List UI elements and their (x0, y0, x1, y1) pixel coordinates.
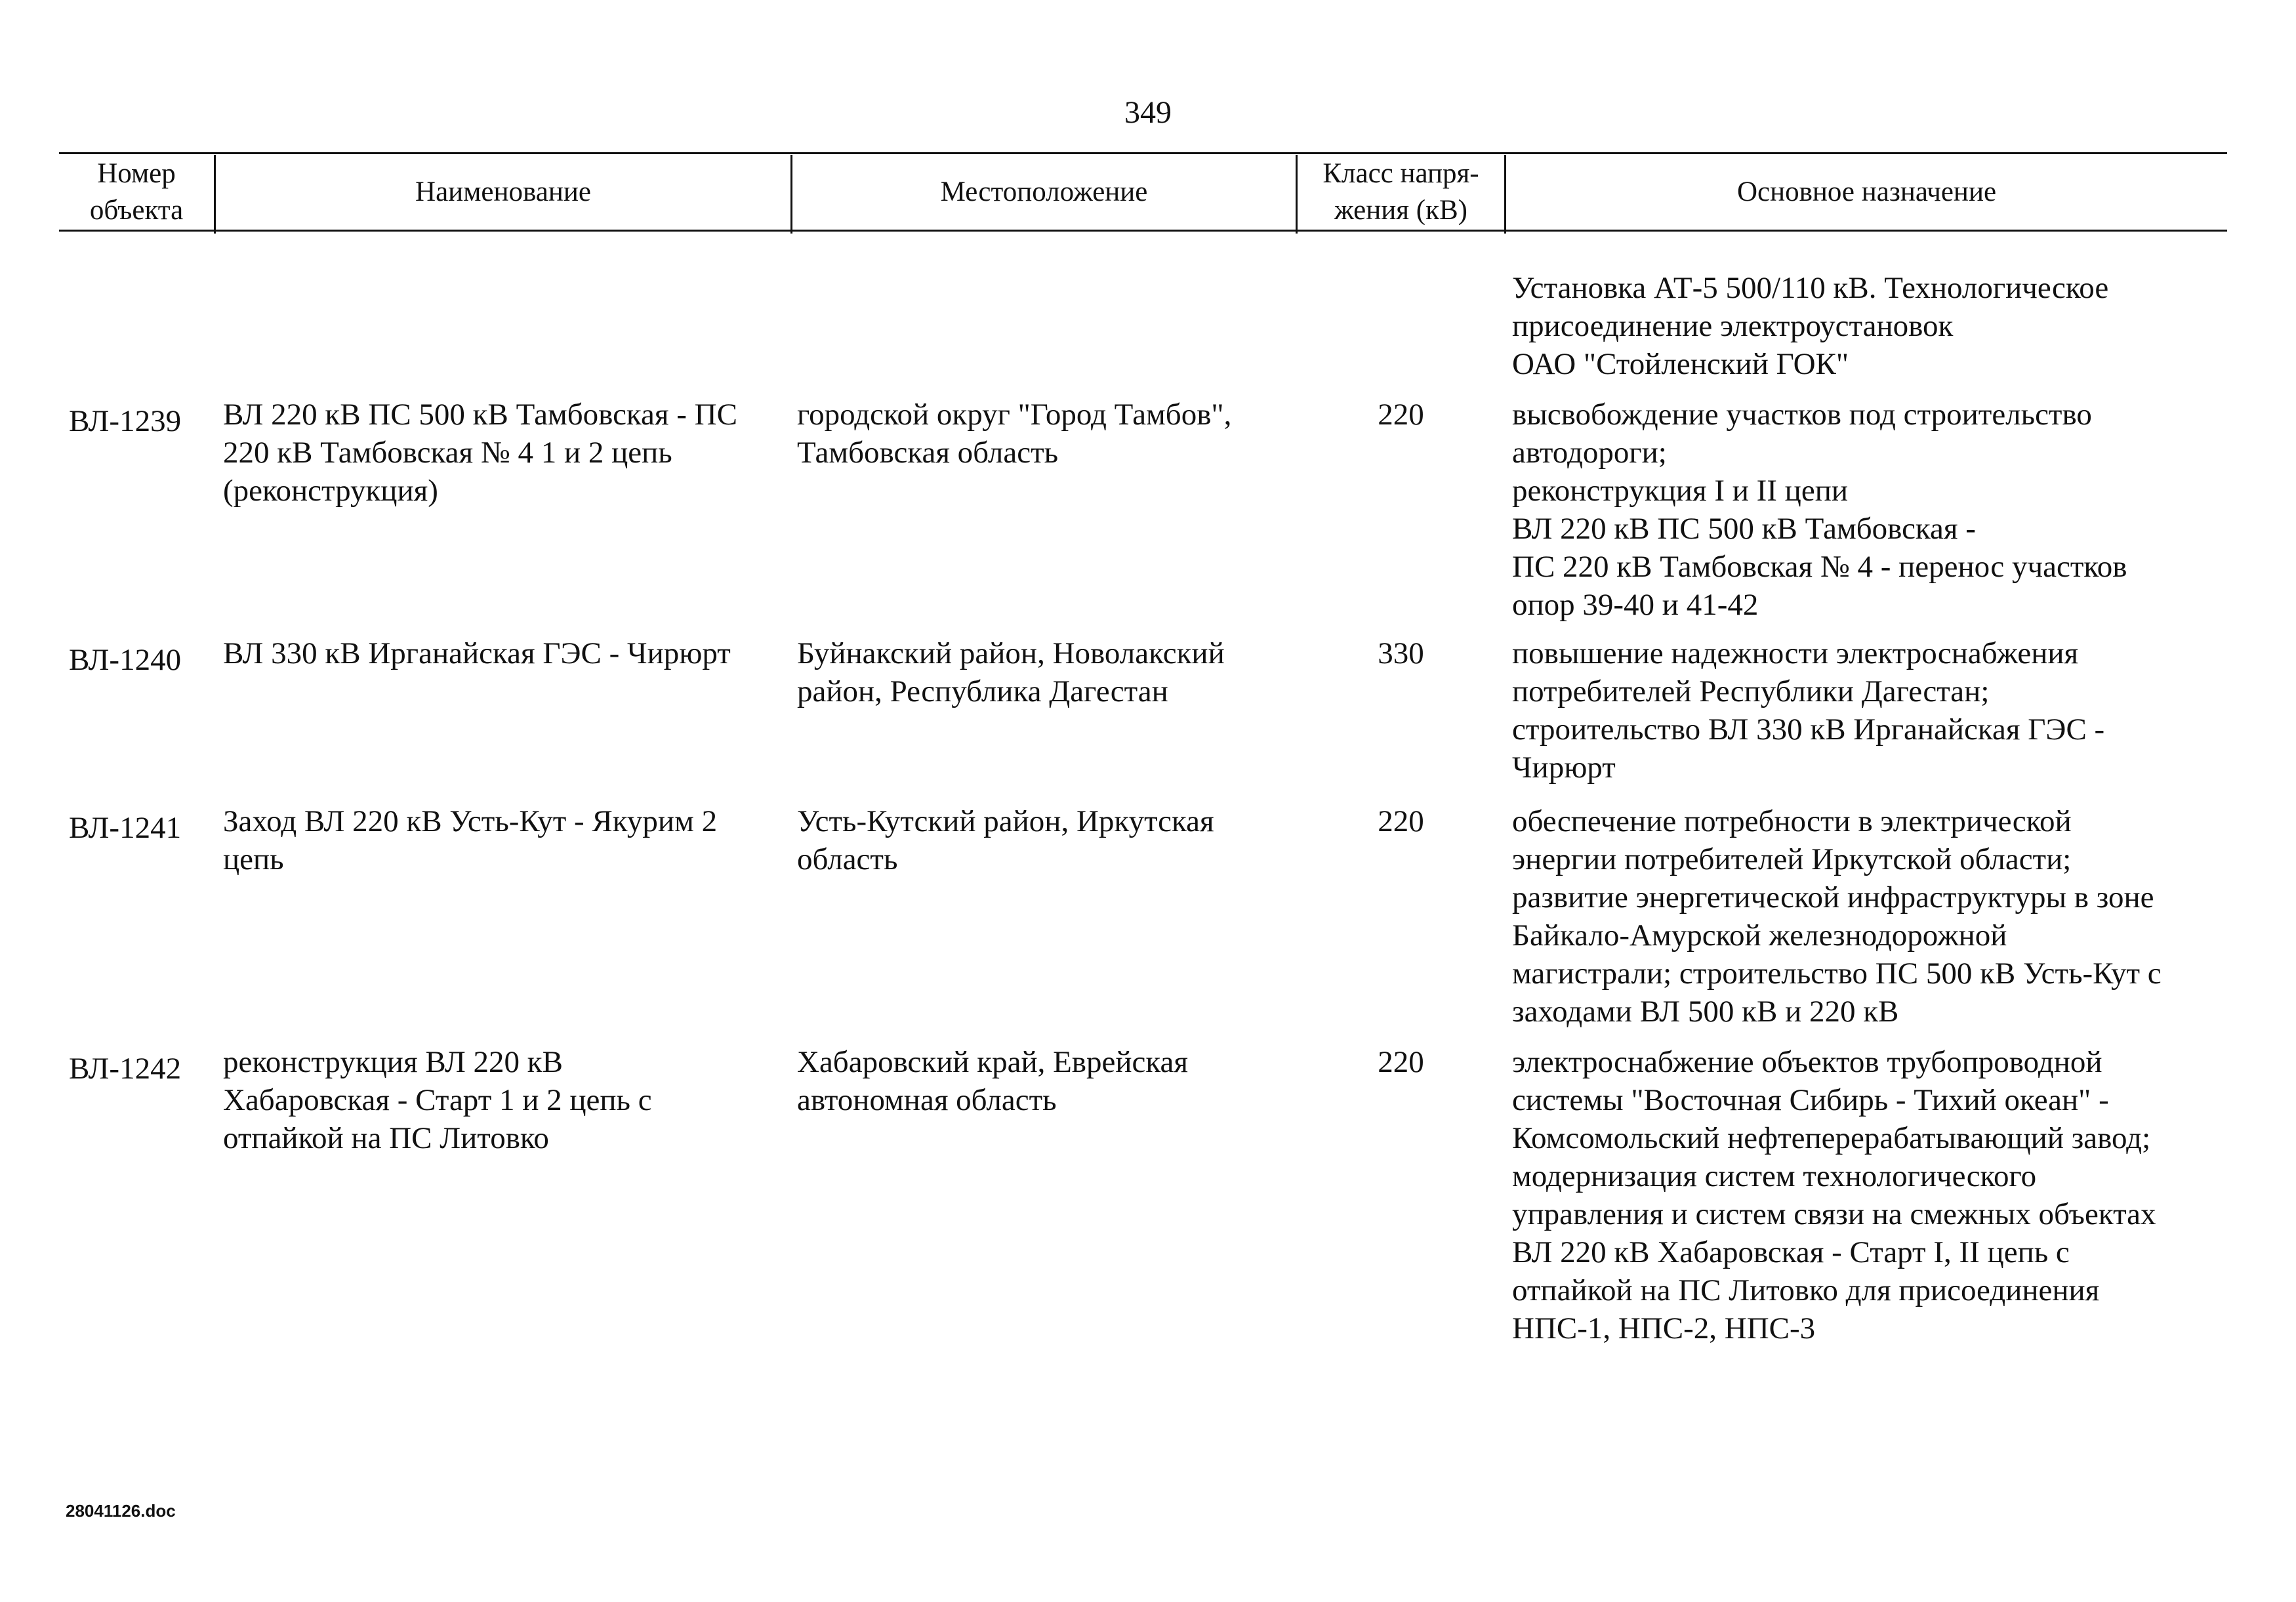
header-purpose: Основное назначение (1736, 176, 1997, 207)
row-1242-number: ВЛ-1242 (69, 1052, 182, 1086)
row-1239-name: ВЛ 220 кВ ПС 500 кВ Тамбовская - ПС 220 кВ Тамбовская № 4 1 и 2 цепь (реконструкция) (223, 398, 737, 508)
row-1241-number: ВЛ-1241 (69, 811, 182, 845)
header-location: Местоположение (940, 176, 1148, 207)
row-1241-voltage: 220 (1378, 804, 1424, 838)
row-1240-name: ВЛ 330 кВ Ирганайская ГЭС - Чирюрт (223, 636, 731, 670)
row-1242-voltage: 220 (1378, 1045, 1424, 1079)
row-1240-voltage: 330 (1378, 636, 1424, 670)
page-number: 349 (1124, 95, 1172, 130)
row-1239-purpose: высвобождение участков под строительство автодороги; реконструкция I и II цепи ВЛ 220 кВ ПС 500 кВ Тамбовская - ПС 220 кВ Тамбовская № 4 - перенос участков опор 39-40 и 41-42 (1512, 398, 2127, 622)
row-1241-name: Заход ВЛ 220 кВ Усть-Кут - Якурим 2 цепь (223, 804, 718, 876)
header-name: Наименование (415, 176, 591, 207)
row-1239-voltage: 220 (1378, 398, 1424, 432)
header-object-number: Номер объекта (89, 158, 184, 226)
row-1241-purpose: обеспечение потребности в электрической энергии потребителей Иркутской области; развитие энергетической инфраструктуры в зоне Байкало-Амурской железнодорожной магистрали; строительство ПС 500 кВ Усть-Кут с заходами ВЛ 500 кВ и 220 кВ (1512, 804, 2162, 1029)
continuation-purpose: Установка АТ-5 500/110 кВ. Технологическое присоединение электроустановок ОАО "Стойленский ГОК" (1512, 271, 2109, 381)
header-voltage-class: Класс напря- жения (кВ) (1322, 158, 1479, 226)
row-1240-purpose: повышение надежности электроснабжения потребителей Республики Дагестан; строительство ВЛ 330 кВ Ирганайская ГЭС - Чирюрт (1512, 636, 2105, 785)
row-1239-location: городской округ "Город Тамбов", Тамбовская область (797, 398, 1232, 470)
row-1240-location: Буйнакский район, Новолакский район, Республика Дагестан (797, 636, 1225, 709)
header-bottom-rule (59, 230, 2227, 232)
document-filename: 28041126.doc (66, 1501, 176, 1521)
row-1242-location: Хабаровский край, Еврейская автономная область (797, 1045, 1188, 1117)
row-1242-name: реконструкция ВЛ 220 кВ Хабаровская - Старт 1 и 2 цепь с отпайкой на ПС Литовко (223, 1045, 652, 1155)
table-top-rule (59, 152, 2227, 154)
row-1242-purpose: электроснабжение объектов трубопроводной системы "Восточная Сибирь - Тихий океан" - Комсомольский нефтеперерабатывающий завод; модернизация систем технологического управления и систем связи на смежных объектах ВЛ 220 кВ Хабаровская - Старт I, II цепь с отпайкой на ПС Литовко для присоединения НПС-1, НПС-2, НПС-3 (1512, 1045, 2156, 1345)
row-1240-number: ВЛ-1240 (69, 643, 182, 677)
row-1239-number: ВЛ-1239 (69, 404, 182, 438)
row-1241-location: Усть-Кутский район, Иркутская область (797, 804, 1214, 876)
